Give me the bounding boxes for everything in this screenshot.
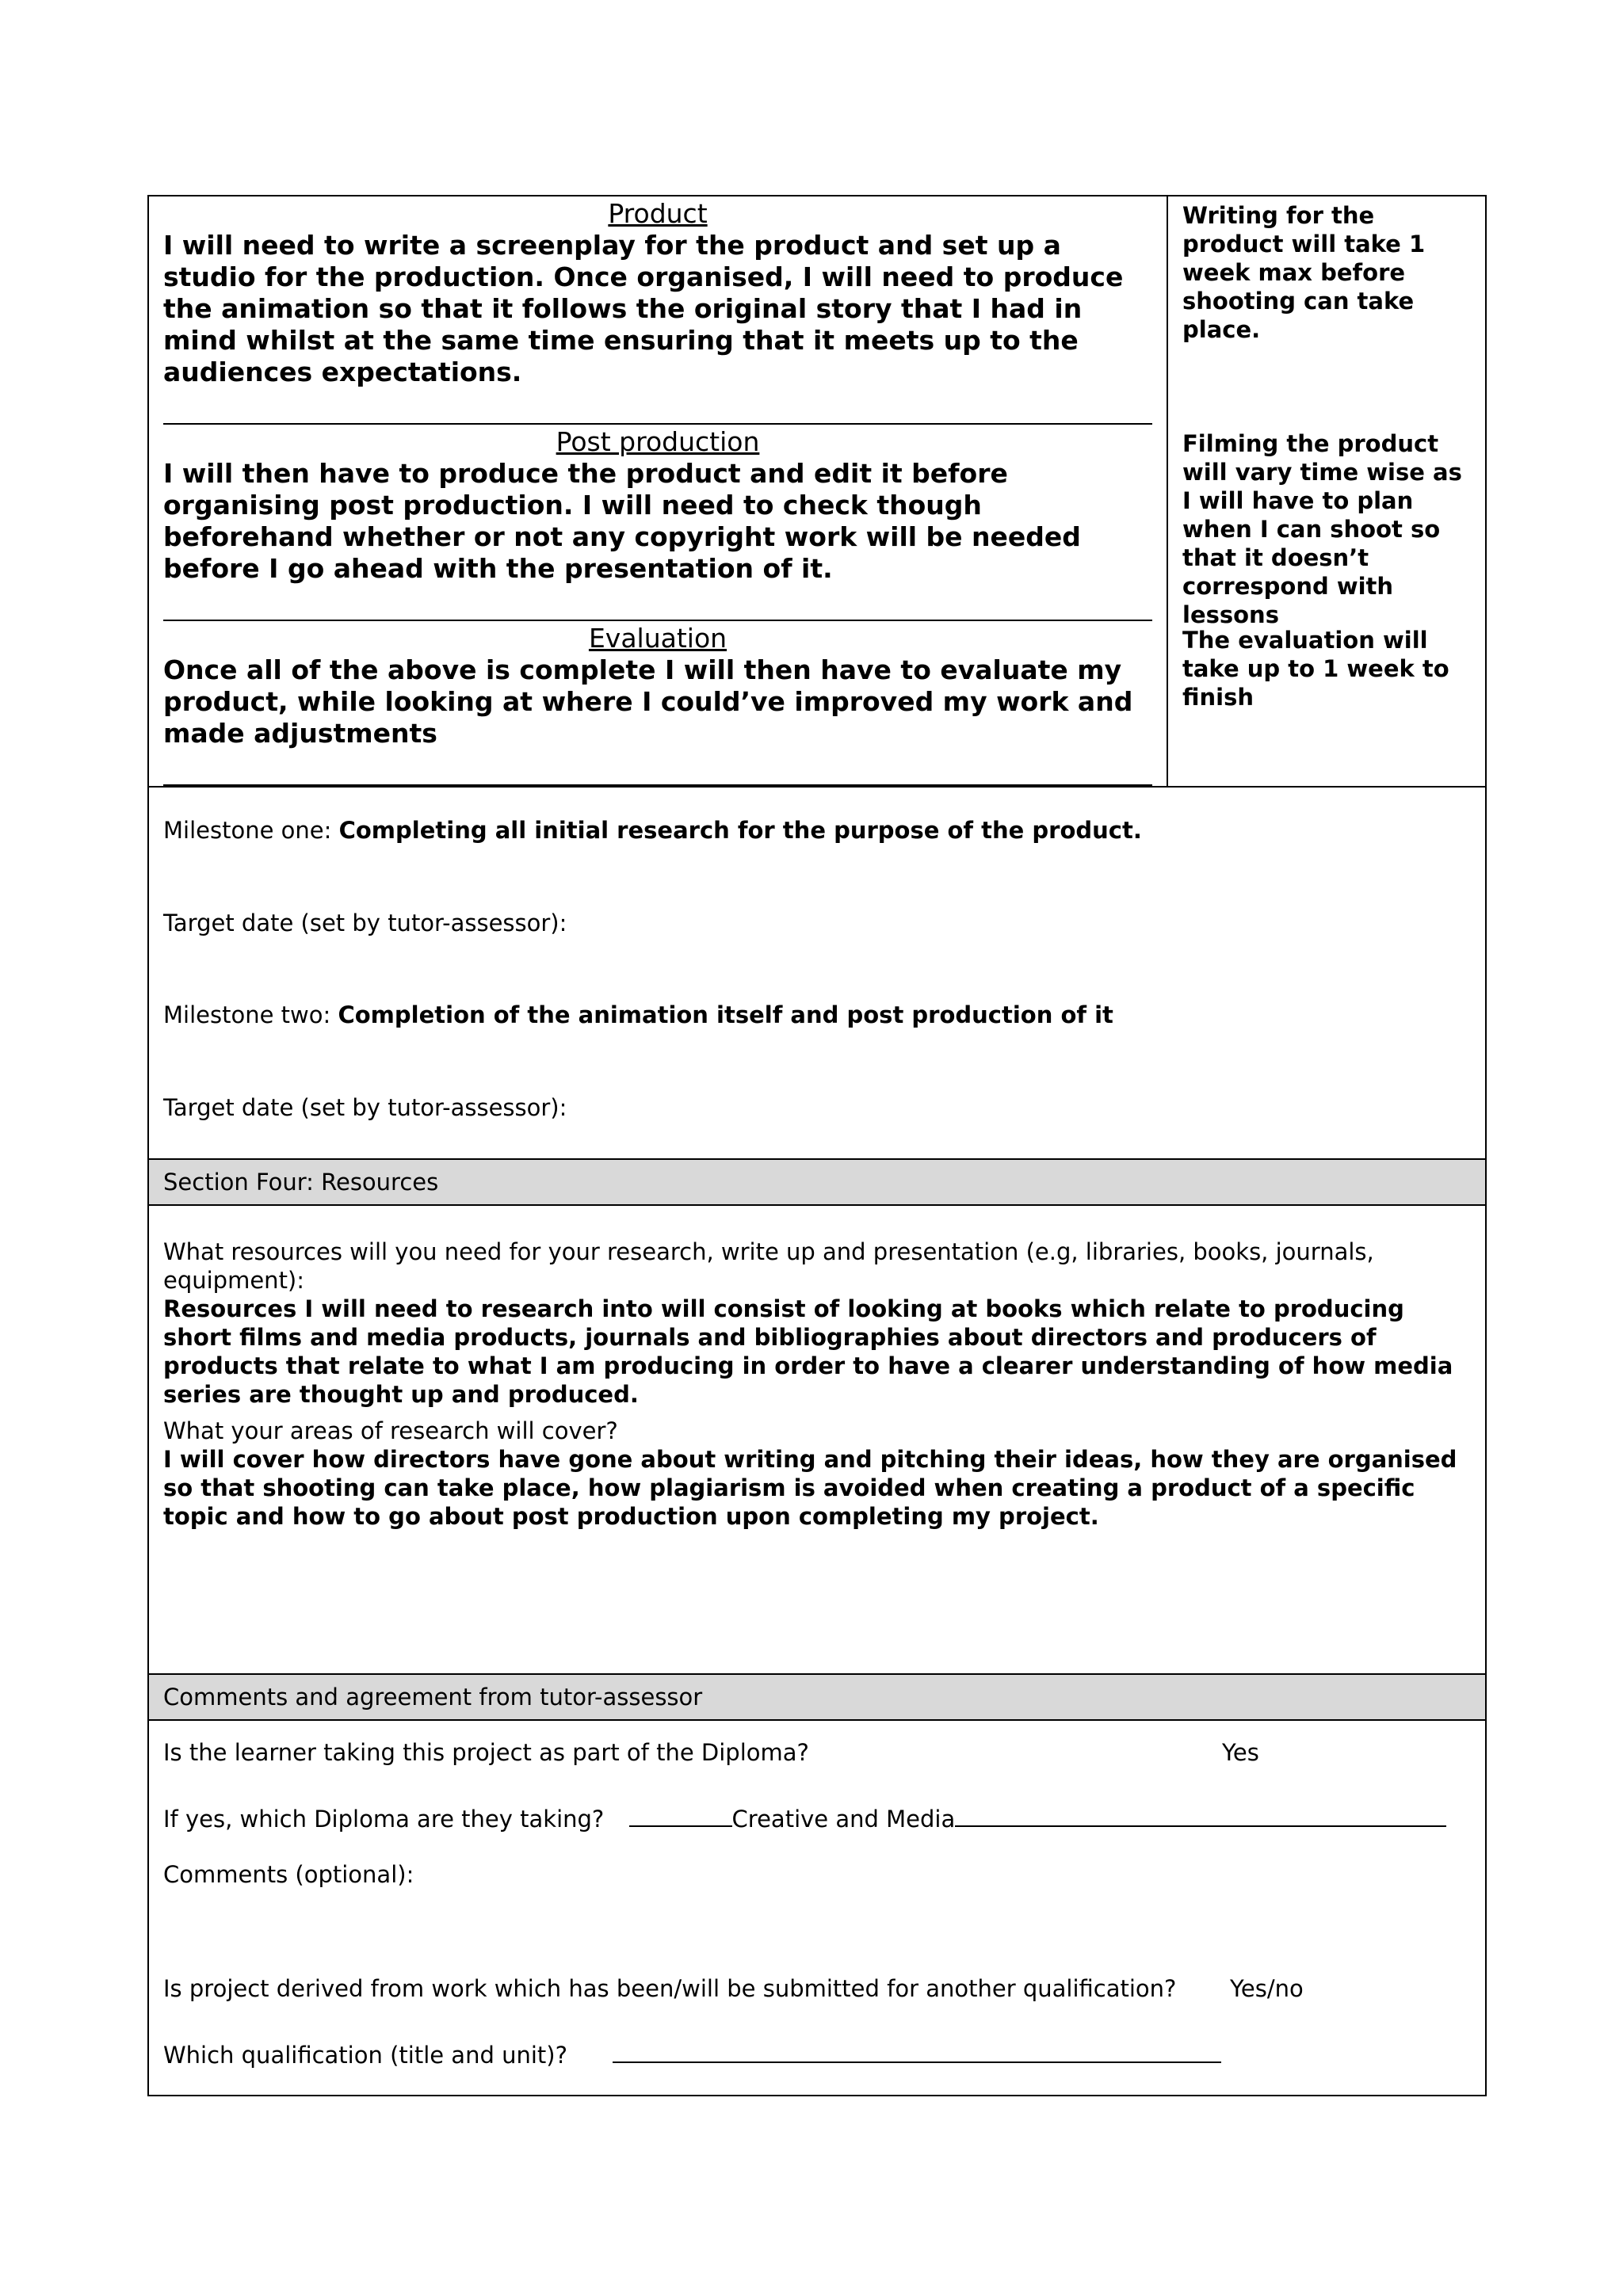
project-proposal-form [147, 195, 1487, 2096]
comments-heading: Comments and agreement from tutor-assessor [149, 1673, 1485, 1721]
post-production-description-cell [149, 425, 1167, 621]
diploma-question: Is the learner taking this project as part of the Diploma? [163, 1739, 809, 1766]
diploma-answer: Yes [1222, 1739, 1259, 1766]
milestone-two-value: Completion of the animation itself and post production of it [338, 1001, 1113, 1028]
resources-question: What resources will you need for your research, write up and presentation (e.g, libraries, books, journals, equipment): [163, 1238, 1374, 1294]
milestone-one-value: Completing all initial research for the purpose of the product. [338, 817, 1142, 844]
evaluation-title: Evaluation [588, 623, 727, 654]
post-production-row [149, 425, 1485, 628]
post-production-time-cell [1167, 425, 1485, 628]
evaluation-row [149, 621, 1485, 786]
evaluation-time: The evaluation will take up to 1 week to finish [1182, 627, 1449, 711]
milestone-two [163, 1001, 1113, 1029]
which-diploma-line-left[interactable] [629, 1802, 732, 1827]
qualification-line[interactable] [613, 2038, 1221, 2063]
which-diploma-question: If yes, which Diploma are they taking? [163, 1806, 605, 1833]
milestone-one-label: Milestone one: [163, 817, 332, 844]
which-diploma-line-right[interactable] [955, 1802, 1446, 1827]
derived-answer: Yes/no [1230, 1975, 1304, 2002]
divider [149, 786, 1485, 788]
product-body: I will need to write a screenplay for the product and set up a studio for the production. Once organised, I will need to produce the animation so that it follows the original story that I had in mind whilst at the same time ensuring that it meets up to the audiences expectations. [163, 230, 1124, 387]
resources-answer: Resources I will need to research into will consist of looking at books which relate to producing short films and media products, journals and bibliographies about directors and producers of products that relate to what I am producing in order to have a clearer understanding of how media series are thought up and produced. [163, 1295, 1453, 1408]
which-diploma [163, 1802, 1446, 1833]
post-production-time: Filming the product will vary time wise as I will have to plan when I can shoot so that it doesn’t correspond with lessons [1182, 430, 1462, 628]
target-date-one: Target date (set by tutor-assessor): [163, 910, 567, 936]
research-areas-answer: I will cover how directors have gone about writing and pitching their ideas, how they are organised so that shooting can take place, how plagiarism is avoided when creating a product of a specific topic and how to go about post production upon completing my project. [163, 1446, 1457, 1530]
post-production-body: I will then have to produce the product and edit it before organising post production. I will need to check though beforehand whether or not any copyright work will be needed before I go ahead with the presentation of it. [163, 458, 1081, 584]
qualification-question: Which qualification (title and unit)? [163, 2042, 567, 2069]
product-row [149, 196, 1485, 425]
milestone-one [163, 816, 1142, 845]
product-description-cell [149, 196, 1167, 425]
milestone-two-label: Milestone two: [163, 1001, 331, 1028]
product-title: Product [608, 198, 708, 229]
product-time: Writing for the product will take 1 week max before shooting can take place. [1182, 202, 1426, 343]
qualification-row [163, 2038, 1221, 2069]
post-production-title: Post production [556, 426, 760, 457]
section-four-heading: Section Four: Resources [149, 1158, 1485, 1206]
research-areas-question: What your areas of research will cover? [163, 1417, 618, 1444]
target-date-two: Target date (set by tutor-assessor): [163, 1094, 567, 1121]
product-time-cell [1167, 196, 1485, 425]
comments-optional-label: Comments (optional): [163, 1861, 414, 1888]
evaluation-description-cell [149, 621, 1167, 786]
which-diploma-answer: Creative and Media [731, 1806, 956, 1833]
derived-question: Is project derived from work which has been/will be submitted for another qualification? [163, 1975, 1177, 2002]
evaluation-body: Once all of the above is complete I will then have to evaluate my product, while looking at where I could’ve improved my work and made adjustments [163, 654, 1133, 749]
evaluation-time-cell [1167, 621, 1485, 786]
